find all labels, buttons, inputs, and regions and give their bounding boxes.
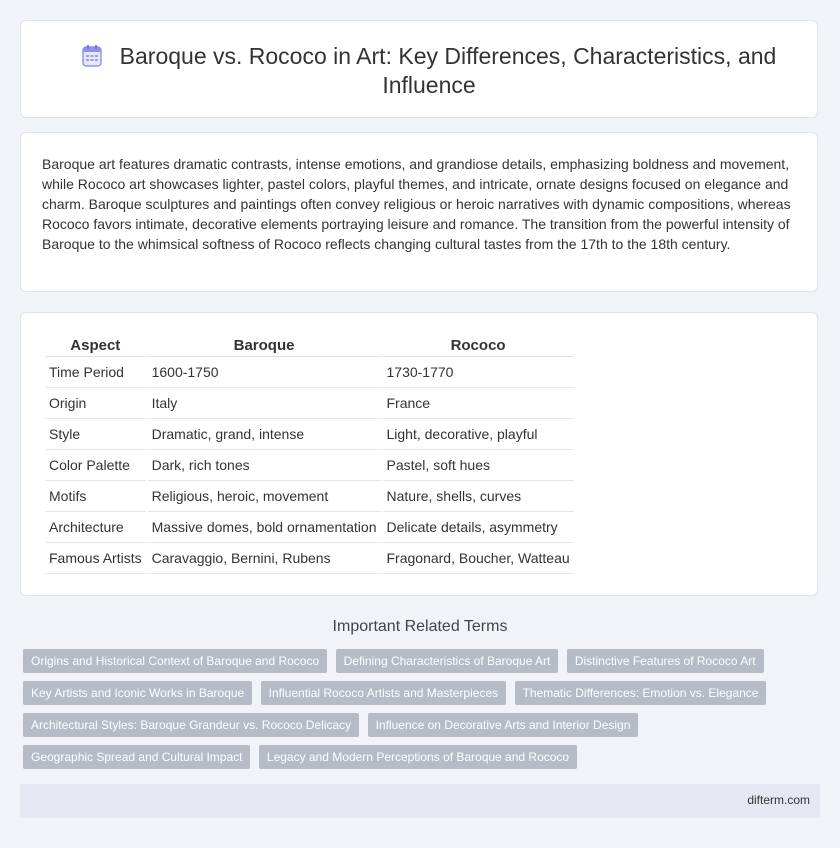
table-cell: Italy	[148, 388, 381, 419]
table-cell: Color Palette	[45, 450, 146, 481]
document-list-icon	[82, 45, 102, 67]
table-cell: Religious, heroic, movement	[148, 481, 381, 512]
comparison-table	[43, 331, 576, 574]
table-cell: Massive domes, bold ornamentation	[148, 512, 381, 543]
table-cell: Light, decorative, playful	[383, 419, 574, 450]
related-term-tag[interactable]: Legacy and Modern Perceptions of Baroque and Rococo	[259, 745, 577, 769]
table-cell: Time Period	[45, 357, 146, 388]
table-cell: Pastel, soft hues	[383, 450, 574, 481]
table-cell: Origin	[45, 388, 146, 419]
page-title	[61, 42, 797, 100]
table-cell: France	[383, 388, 574, 419]
table-cell: Famous Artists	[45, 543, 146, 574]
related-term-tag[interactable]: Architectural Styles: Baroque Grandeur vs. Rococo Delicacy	[23, 713, 359, 737]
table-row	[45, 481, 574, 512]
table-cell: Caravaggio, Bernini, Rubens	[148, 543, 381, 574]
site-name[interactable]: difterm.com	[747, 793, 810, 807]
intro-paragraph: Baroque art features dramatic contrasts, intense emotions, and grandiose details, emphasizing boldness and movement, while Rococo art showcases lighter, pastel colors, playful themes, and intricate, ornate designs focused on elegance and charm. Baroque sculptures and paintings often convey religious or heroic narratives with dynamic compositions, whereas Rococo favors intimate, decorative elements portraying leisure and romance. The transition from the powerful intensity of Baroque to the whimsical softness of Rococo reflects changing cultural tastes from the 17th to the 18th century.	[42, 156, 791, 252]
table-cell: Nature, shells, curves	[383, 481, 574, 512]
related-term-tag[interactable]: Influential Rococo Artists and Masterpieces	[261, 681, 506, 705]
related-term-tag[interactable]: Origins and Historical Context of Baroque and Rococo	[23, 649, 327, 673]
table-row	[45, 419, 574, 450]
column-header: Baroque	[148, 331, 381, 357]
table-row	[45, 357, 574, 388]
table-cell: 1730-1770	[383, 357, 574, 388]
header-card	[20, 20, 818, 118]
table-cell: Dark, rich tones	[148, 450, 381, 481]
table-cell: 1600-1750	[148, 357, 381, 388]
related-term-tag[interactable]: Geographic Spread and Cultural Impact	[23, 745, 250, 769]
table-cell: Fragonard, Boucher, Watteau	[383, 543, 574, 574]
intro-card	[20, 132, 818, 292]
table-row	[45, 388, 574, 419]
table-row	[45, 450, 574, 481]
related-terms-list	[23, 649, 783, 777]
table-row	[45, 512, 574, 543]
table-row	[45, 543, 574, 574]
column-header: Rococo	[383, 331, 574, 357]
table-header-row	[45, 331, 574, 357]
related-term-tag[interactable]: Distinctive Features of Rococo Art	[567, 649, 764, 673]
comparison-table-card	[20, 312, 818, 596]
related-terms-heading: Important Related Terms	[332, 618, 508, 635]
column-header: Aspect	[45, 331, 146, 357]
table-cell: Architecture	[45, 512, 146, 543]
table-cell: Style	[45, 419, 146, 450]
table-cell: Delicate details, asymmetry	[383, 512, 574, 543]
title-wrap	[61, 42, 797, 100]
related-term-tag[interactable]: Influence on Decorative Arts and Interior Design	[368, 713, 639, 737]
related-term-tag[interactable]: Defining Characteristics of Baroque Art	[336, 649, 559, 673]
table-cell: Dramatic, grand, intense	[148, 419, 381, 450]
footer	[20, 784, 820, 818]
related-term-tag[interactable]: Thematic Differences: Emotion vs. Elegance	[515, 681, 767, 705]
page-title-text: Baroque vs. Rococo in Art: Key Differences, Characteristics, and Influence	[119, 43, 777, 98]
related-term-tag[interactable]: Key Artists and Iconic Works in Baroque	[23, 681, 252, 705]
table-cell: Motifs	[45, 481, 146, 512]
